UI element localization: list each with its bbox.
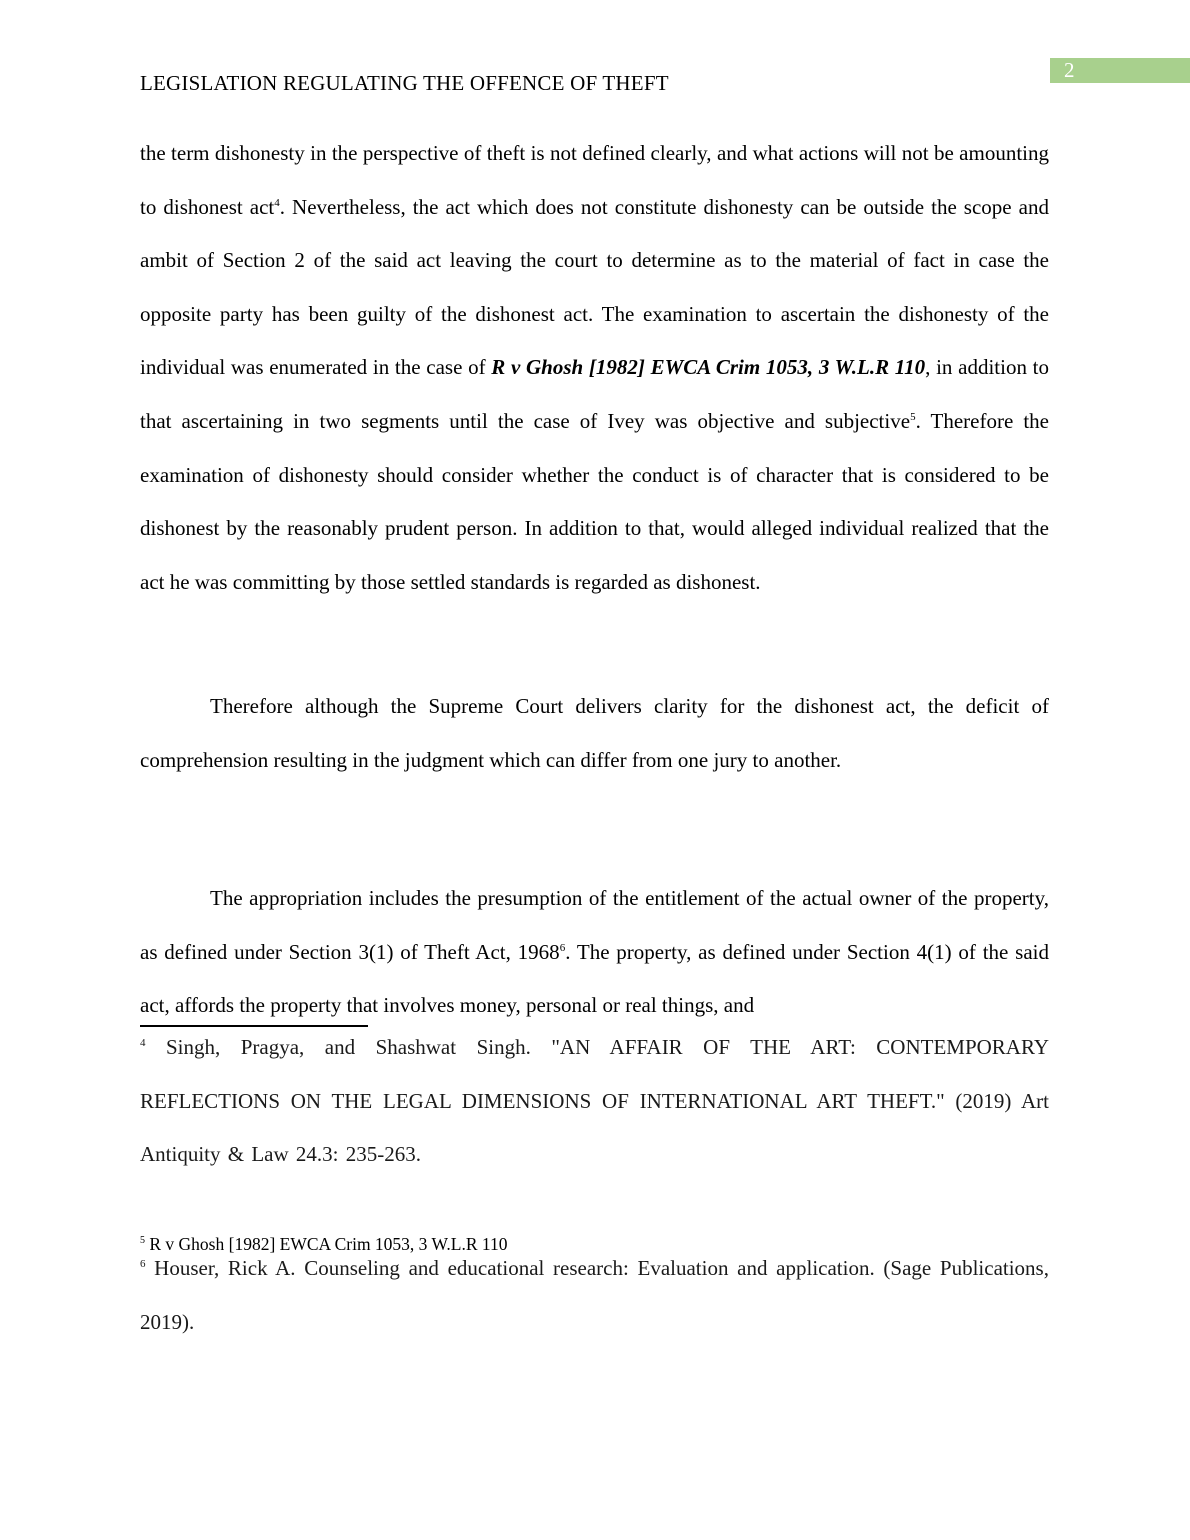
footnote-ref-4[interactable]: 4 xyxy=(274,196,280,209)
footnote-marker: 5 xyxy=(140,1235,145,1246)
footnote-marker: 6 xyxy=(140,1258,146,1270)
footnote-text: Singh, Pragya, and Shashwat Singh. "AN AFFAIR OF THE ART: CONTEMPORARY REFLECTIONS ON THE LEGAL DIMENSIONS OF INTERNATIONAL ART THEFT." (2019) Art Antiquity & Law 24.3: 235-263. xyxy=(140,1035,1049,1167)
paragraph-text: , in addition to that ascertaining in two segments until the case of Ivey was objective and subjective xyxy=(140,355,1049,433)
page-number-badge: 2 xyxy=(1050,58,1190,83)
footnote-marker: 4 xyxy=(140,1037,146,1049)
paragraph-text: The appropriation includes the presumption of the entitlement of the actual owner of the property, as defined under Section 3(1) of Theft Act, 1968 xyxy=(140,886,1049,964)
footnote-book-title: Counseling and educational research: Evaluation and application xyxy=(304,1256,870,1280)
footnote-text: Houser, Rick A. xyxy=(145,1256,305,1280)
footnote-4 xyxy=(140,1021,1049,1182)
paragraph-text: Therefore although the Supreme Court delivers clarity for the dishonest act, the deficit of comprehension resulting in the judgment which can differ from one jury to another. xyxy=(140,694,1049,772)
case-citation: R v Ghosh [1982] EWCA Crim 1053, 3 W.L.R 110 xyxy=(491,355,926,380)
paragraph-text: . The property, as defined under Section 4(1) of the said act, affords the property that involves money, personal or real things, and xyxy=(140,939,1049,1018)
footnote-text: R v Ghosh [1982] EWCA Crim 1053, 3 W.L.R 110 xyxy=(145,1234,508,1254)
footnote-6 xyxy=(140,1242,1049,1349)
paragraph-text: the term dishonesty in the perspective of theft is not defined clearly, and what actions will not be amounting to dishonest act xyxy=(140,141,1049,219)
footnote-ref-5[interactable]: 5 xyxy=(910,410,916,423)
running-header-title: LEGISLATION REGULATING THE OFFENCE OF THEFT xyxy=(140,71,669,95)
body-paragraph-3 xyxy=(140,872,1049,1033)
paragraph-text: . Nevertheless, the act which does not constitute dishonesty can be outside the scope and ambit of Section 2 of the said act leaving the court to determine as to the material of fact in case the opposite party has been guilty of the dishonest act. The examination to ascertain the dishonesty of the individual was enumerated in the case of xyxy=(140,194,1049,380)
footnote-ref-6[interactable]: 6 xyxy=(559,941,566,954)
body-paragraph-2 xyxy=(140,680,1049,787)
footnote-text: . (Sage Publications, 2019). xyxy=(140,1256,1049,1334)
body-paragraph-1 xyxy=(140,127,1049,609)
paragraph-text: . Therefore the examination of dishonesty should consider whether the conduct is of character that is considered to be dishonest by the reasonably prudent person. In addition to that, would alleged individual realized that the act he was committing by those settled standards is regarded as dishonest. xyxy=(140,408,1050,594)
